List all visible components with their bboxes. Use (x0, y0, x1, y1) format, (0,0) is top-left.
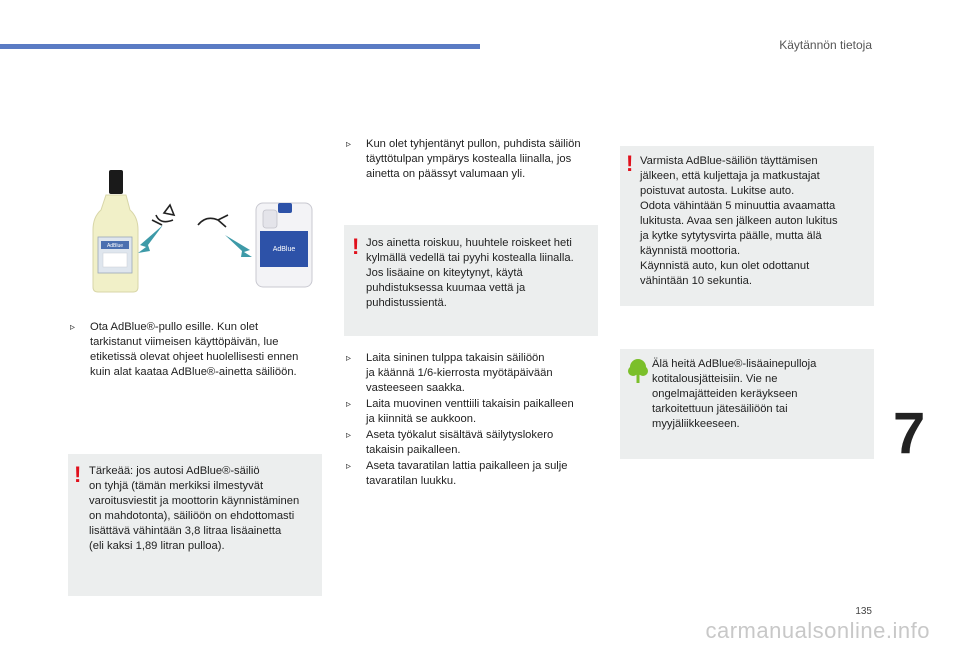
section-title: Käytännön tietoja (779, 38, 872, 52)
adblue-illustration (78, 165, 318, 295)
left-bullet (70, 320, 330, 380)
canister-label: AdBlue (272, 246, 296, 253)
right-eco-box (620, 349, 874, 459)
middle-bullet-2 (346, 397, 606, 427)
check-mark-icon (164, 205, 174, 215)
recycle-leaf-icon (627, 358, 649, 384)
left-warning-box (68, 454, 322, 596)
middle-bullet-1 (346, 351, 606, 396)
arrow-to-bottle-icon (138, 225, 163, 253)
middle-warning-text: Jos ainetta roiskuu, huuhtele roiskeet heti kylmällä vedellä tai pyyhi kostealla liinalla. Jos lisäaine on kiteytynyt, käytä puhdistuksessa kuumaa vettä ja puhdistussientä. (366, 237, 574, 309)
middle-bullet-top-text: Kun olet tyhjentänyt pullon, puhdista säiliön täyttötulpan ympärys kostealla liinalla, jos ainetta on päässyt valumaan yli. (366, 138, 581, 180)
middle-bullet-4-text: Aseta tavaratilan lattia paikalleen ja sulje tavaratilan luukku. (366, 460, 568, 487)
bullet-marker-icon: ▹ (346, 430, 352, 441)
right-eco-text: Älä heitä AdBlue®-lisäainepulloja kotitalousjätteisiin. Vie ne ongelmajätteiden keräykseen tarkoitettuun jätesäiliöön tai myyjäliikkeeseen. (652, 358, 817, 430)
chapter-number: 7 (893, 401, 926, 466)
right-warning-box (620, 146, 874, 306)
header-accent-bar (0, 44, 480, 49)
warning-exclamation-icon: ! (626, 151, 634, 176)
middle-bullet-1-text: Laita sininen tulppa takaisin säiliöön ja käännä 1/6-kierrosta myötäpäivään vasteeseen saakka. (366, 352, 553, 394)
check-mark-icon-2 (198, 215, 228, 227)
adblue-bottle (93, 170, 138, 292)
bullet-marker-icon: ▹ (70, 322, 76, 333)
warning-exclamation-icon: ! (74, 462, 82, 487)
page-number: 135 (855, 606, 872, 617)
bottle-label: AdBlue (106, 243, 124, 249)
middle-bullet-3-text: Aseta työkalut sisältävä säilytyslokero takaisin paikalleen. (366, 429, 554, 456)
middle-bullet-4 (346, 459, 606, 489)
middle-bullet-3 (346, 428, 606, 458)
bullet-marker-icon: ▹ (346, 139, 352, 150)
middle-bullet-2-text: Laita muovinen venttiili takaisin paikalleen ja kiinnitä se aukkoon. (366, 398, 574, 425)
bullet-marker-icon: ▹ (346, 461, 352, 472)
watermark: carmanualsonline.info (705, 618, 930, 643)
right-warning-text: Varmista AdBlue-säiliön täyttämisen jälkeen, että kuljettaja ja matkustajat poistuvat autosta. Lukitse auto. Odota vähintään 5 minuuttia avaamatta lukitusta. Avaa sen jälkeen auton lukitus ja kytke sytytysvirta päälle, mutta älä käynnistä moottoria. Käynnistä auto, kun olet odottanut vähintään 10 sekuntia. (640, 155, 838, 287)
left-warning-text: Tärkeää: jos autosi AdBlue®-säiliö on tyhjä (tämän merkiksi ilmestyvät varoitusviestit ja moottorin käynnistäminen on mahdotonta), säiliöön on ehdottomasti lisättävä vähintään 3,8 litraa lisäainetta (eli kaksi 1,89 litran pulloa). (89, 465, 300, 552)
arrow-to-canister-icon (225, 235, 252, 257)
middle-warning-box (344, 225, 598, 336)
bullet-marker-icon: ▹ (346, 399, 352, 410)
adblue-canister (256, 203, 312, 287)
middle-bullet-top (346, 137, 606, 182)
bullet-marker-icon: ▹ (346, 353, 352, 364)
left-bullet-text: Ota AdBlue®-pullo esille. Kun olet tarkistanut viimeisen käyttöpäivän, lue etiketissä olevat ohjeet huolellisesti ennen kuin alat kaataa AdBlue®-ainetta säiliöön. (90, 321, 299, 378)
warning-exclamation-icon: ! (352, 234, 360, 259)
